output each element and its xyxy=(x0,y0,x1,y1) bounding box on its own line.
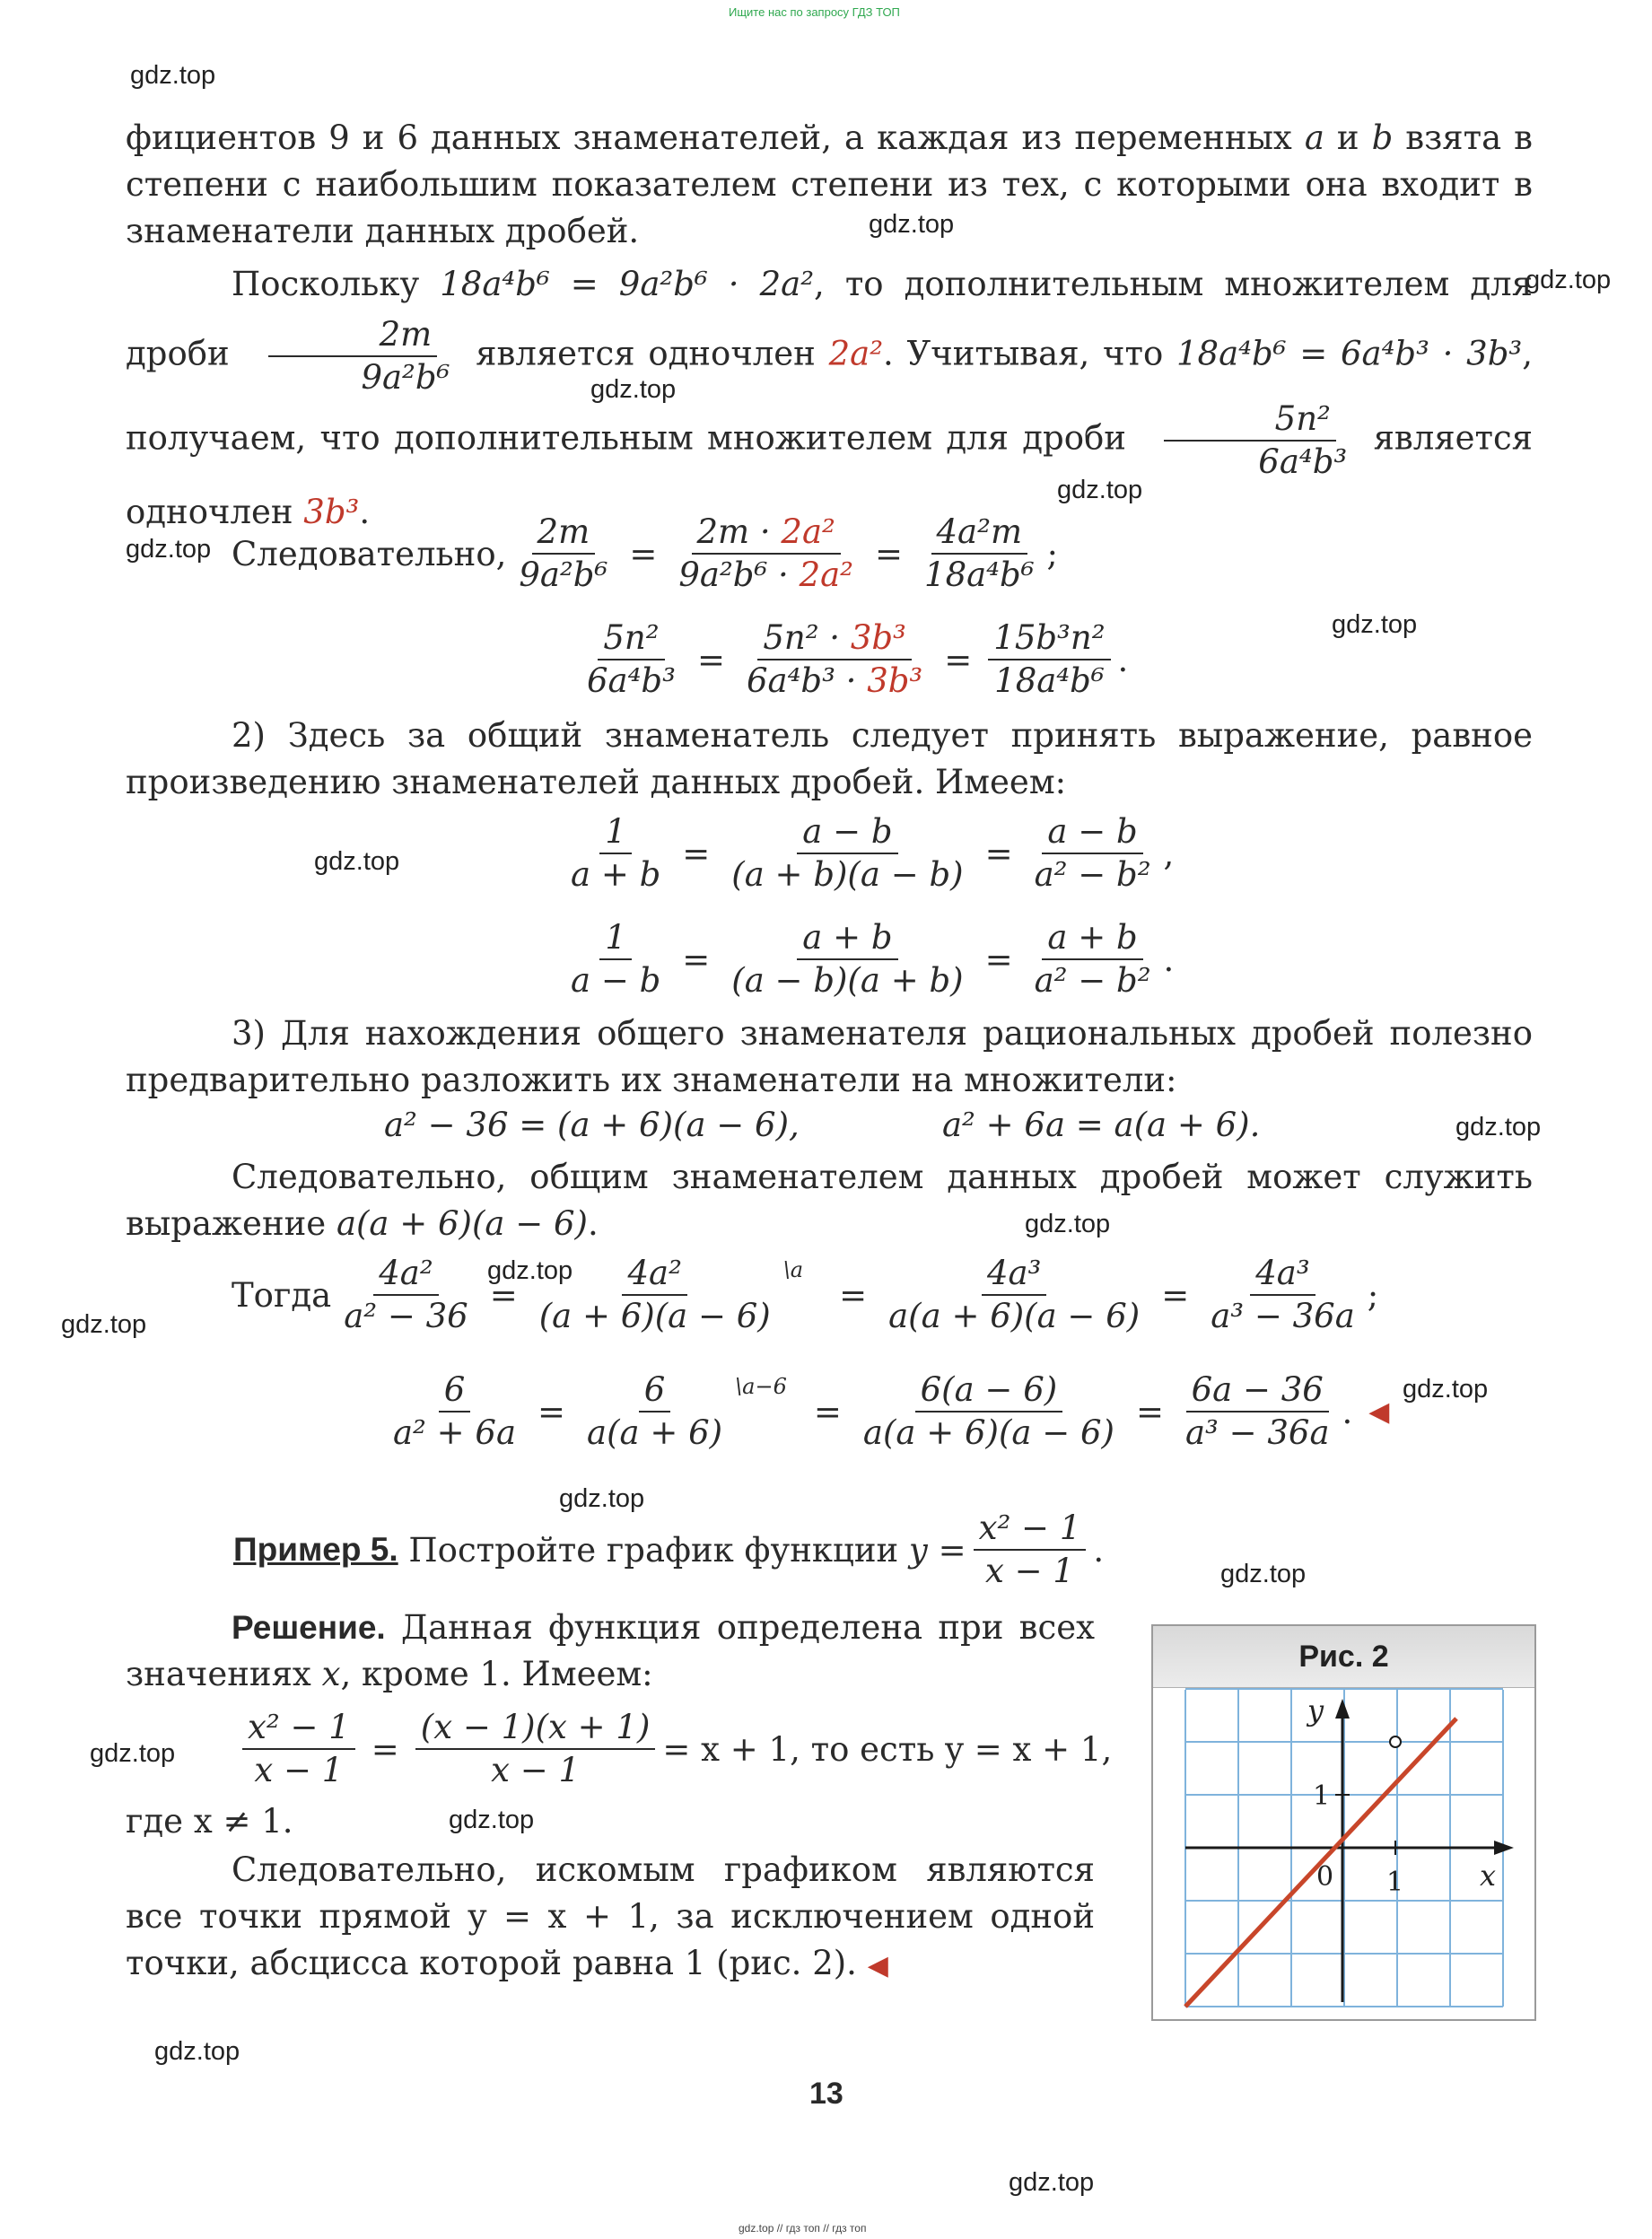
function-y: y = xyxy=(908,1530,966,1570)
denominator: 18a⁴b⁶ xyxy=(924,555,1035,594)
var-a: a xyxy=(1304,118,1324,157)
numerator: x² − 1 xyxy=(242,1707,355,1750)
example-label: Пример 5. xyxy=(233,1531,398,1568)
fraction xyxy=(581,617,681,702)
multiplier-highlight: 3b³ xyxy=(303,493,360,531)
numerator: 4a² xyxy=(622,1253,686,1296)
equation-5-right: a² + 6a = a(a + 6). xyxy=(942,1106,1261,1144)
watermark: gdz.top xyxy=(1220,1560,1307,1588)
expression: 18a⁴b⁶ = 9a²b⁶ · 2a² xyxy=(440,265,815,303)
watermark: gdz.top xyxy=(869,210,955,239)
end-of-solution-icon: ◀ xyxy=(867,1950,888,1981)
watermark: gdz.top xyxy=(61,1310,147,1339)
denominator-highlight: 2a² xyxy=(799,555,854,594)
watermark: gdz.top xyxy=(130,61,216,90)
numerator: a + b xyxy=(797,917,897,960)
numerator: 4a³ xyxy=(982,1253,1046,1296)
fraction xyxy=(673,512,859,596)
numerator: 6 xyxy=(639,1369,671,1412)
fraction xyxy=(415,1707,656,1791)
denominator: a(a + 6)(a − 6) xyxy=(862,1413,1114,1452)
text: Данная функция определена при всех значениях xyxy=(126,1608,1095,1693)
numerator: a − b xyxy=(797,811,897,854)
x-axis-label: x xyxy=(1480,1859,1497,1893)
numerator: 15b³n² xyxy=(988,617,1110,660)
watermark: gdz.top xyxy=(1057,476,1143,504)
fraction xyxy=(513,512,613,596)
top-banner: Ищите нас по запросу ГДЗ ТОП xyxy=(729,5,900,19)
denominator: x − 1 xyxy=(254,1751,344,1789)
graph xyxy=(1153,1688,1534,2018)
text: Следовательно, общим знаменателем данных дробей может служить выражение xyxy=(126,1158,1533,1243)
y-axis-arrow-icon xyxy=(1335,1699,1350,1719)
fraction xyxy=(581,1369,728,1454)
fraction xyxy=(883,1253,1145,1337)
paragraph-1 xyxy=(126,115,1533,255)
watermark: gdz.top xyxy=(154,2037,240,2066)
text: , то дополнительным множителем для дроби xyxy=(126,265,1533,373)
numerator: 4a² xyxy=(373,1253,438,1296)
numerator: a − b xyxy=(1042,811,1142,854)
lead-text: Следовательно, xyxy=(232,534,507,573)
end-of-solution-icon: ◀ xyxy=(1368,1395,1390,1428)
denominator-highlight: 3b³ xyxy=(867,661,923,700)
denominator: a − b xyxy=(571,961,661,1000)
figure-2 xyxy=(1151,1624,1536,2021)
watermark: gdz.top xyxy=(1332,610,1418,639)
text: и xyxy=(1324,118,1372,157)
denominator: a² − b² xyxy=(1034,855,1151,894)
fraction xyxy=(1029,917,1157,1001)
text: . Учитывая, что xyxy=(883,334,1176,373)
multiplier-highlight: 2a² xyxy=(828,334,884,373)
footer-links[interactable]: gdz.top // гдз топ // гдз топ xyxy=(739,2222,867,2235)
paragraph-3: 2) Здесь за общий знаменатель следует принять выражение, равное произведению знаменателей данных дробей. Имеем: xyxy=(126,716,1533,801)
denominator: a³ − 36a xyxy=(1211,1297,1355,1335)
solution-label: Решение. xyxy=(232,1609,386,1646)
fraction xyxy=(1147,398,1352,483)
numerator: 6a − 36 xyxy=(1186,1369,1329,1412)
denominator: x − 1 xyxy=(985,1552,1074,1590)
denominator: (a − b)(a + b) xyxy=(731,961,964,1000)
fraction xyxy=(974,1508,1087,1592)
text: является одночлен xyxy=(126,418,1534,531)
numerator-part: 5n² · xyxy=(763,618,851,657)
equation-4: $\frac{1}{a - b}$ = $\frac{a + b}{(a - b)(a + b)}$ = $\frac{a + b}{\text{a² − b²}}$ . xyxy=(558,917,1174,1001)
denominator: (a + b)(a − b) xyxy=(731,855,964,894)
denominator: a² + 6a xyxy=(393,1413,517,1452)
numerator: a + b xyxy=(1042,917,1142,960)
paragraph-5 xyxy=(126,1154,1533,1247)
numerator-part: 2m · xyxy=(696,512,782,551)
paragraph-6 xyxy=(126,1847,1095,1990)
example-5 xyxy=(233,1508,1104,1592)
numerator-highlight: 3b³ xyxy=(850,618,906,657)
fraction xyxy=(741,617,928,702)
denominator-part: 6a⁴b³ · xyxy=(746,661,868,700)
denominator: a² − 36 xyxy=(344,1297,468,1335)
text: фициентов 9 и 6 данных знаменателей, а каждая из переменных xyxy=(126,118,1305,157)
numerator: 2m xyxy=(268,314,438,357)
fraction xyxy=(565,811,666,896)
equation-rest: = x + 1, то есть y = x + 1, xyxy=(662,1729,1113,1769)
expression: 18a⁴b⁶ = 6a⁴b³ · 3b³ xyxy=(1176,334,1523,373)
equation-8: $\frac{\text{x² − 1}}{x - 1}$ = $\frac{(x - 1)(x + 1)}{x - 1}$ = x + 1, то есть y = x + 1, xyxy=(235,1707,1112,1791)
fraction xyxy=(858,1369,1120,1454)
expression: a(a + 6)(a − 6) xyxy=(336,1204,588,1243)
text: . xyxy=(359,493,371,531)
origin-label: 0 xyxy=(1316,1861,1334,1893)
equation-6: Тогда $\frac{\text{4a²}}{\text{a² − 36}}$ = $\frac{\text{4a²}}{(a + 6)(a - 6)}$ \a = $\frac{\text{4a³}}{a(a + 6)(a - 6)}$ = $\frac{\text{4a³}}{\text{a³ − 36a}}$ ; xyxy=(232,1254,1379,1335)
denominator: (a + 6)(a − 6) xyxy=(538,1297,771,1335)
var-x: x xyxy=(321,1655,341,1693)
punct: ; xyxy=(1046,534,1058,573)
fraction xyxy=(1205,1253,1360,1337)
fraction xyxy=(988,617,1110,702)
denominator: 9a²b⁶ xyxy=(361,358,450,397)
numerator: 4a²m xyxy=(931,512,1028,555)
fraction xyxy=(338,1253,474,1337)
punct: ; xyxy=(1367,1275,1379,1315)
denominator: a³ − 36a xyxy=(1184,1413,1330,1452)
page-number: 13 xyxy=(809,2077,843,2111)
fraction xyxy=(565,917,666,1001)
paragraph-2 xyxy=(126,255,1533,542)
denominator: 9a²b⁶ xyxy=(519,555,608,594)
text: Поскольку xyxy=(232,265,441,303)
equation-2: $\frac{\text{5n²}}{\text{6a⁴b³}}$ = $\frac{\text{5n² · 3b³}}{\text{6a⁴b³ · 3b³}}$ = $\frac{\text{15b³n²}}{\text{18a⁴b⁶}}$ . xyxy=(574,617,1128,702)
watermark: gdz.top xyxy=(90,1739,176,1768)
lead-text: Тогда xyxy=(232,1275,332,1315)
equation-1: Следовательно, $\frac{2m}{\text{9a²b⁶}}$ = $\frac{\text{2m · 2a²}}{\text{9a²b⁶ · 2a²}}$ = $\frac{\text{4a²m}}{\text{18a⁴b⁶}}$ ; xyxy=(232,512,1058,594)
fraction xyxy=(726,811,968,896)
figure-title: Рис. 2 xyxy=(1153,1626,1534,1688)
text: , получаем, что дополнительным множителем для дроби xyxy=(126,334,1533,458)
punct: . xyxy=(1117,640,1129,679)
numerator: 2m xyxy=(532,512,596,555)
fraction xyxy=(726,917,968,1001)
numerator: (x − 1)(x + 1) xyxy=(415,1707,656,1750)
numerator: 4a³ xyxy=(1250,1253,1315,1296)
equation-7: $\frac{6}{\text{a² + 6a}}$ = $\frac{6}{a(a + 6)}$ \a−6 = $\frac{6(a - 6)}{a(a + 6)(a - 6)}$ = $\frac{6a - 36}{\text{a³ − 36a}}$ . ◀ xyxy=(380,1369,1389,1454)
numerator: 1 xyxy=(599,917,632,960)
text: Следовательно, искомым графиком являются все точки прямой y = x + 1, за исключением одной точки, абсцисса которой равна 1 (рис. 2). xyxy=(126,1850,1095,1982)
watermark: gdz.top xyxy=(126,535,212,564)
text: . xyxy=(588,1204,599,1243)
denominator: 6a⁴b³ xyxy=(1258,442,1348,481)
y-tick-label: 1 xyxy=(1313,1780,1331,1812)
punct: . xyxy=(1342,1392,1353,1431)
text: взята в степени с наибольшим показателем степени из тех, с которыми она входит в знаменатели данных дробей. xyxy=(126,118,1534,250)
watermark: gdz.top xyxy=(1009,2168,1095,2197)
fraction xyxy=(534,1253,776,1337)
punct: . xyxy=(1163,940,1175,979)
denominator: a² − b² xyxy=(1034,961,1151,1000)
watermark: gdz.top xyxy=(559,1484,645,1513)
fraction xyxy=(919,512,1040,596)
numerator: 6(a − 6) xyxy=(915,1369,1063,1412)
fraction xyxy=(242,1707,355,1791)
fraction xyxy=(1029,811,1157,896)
denominator: a + b xyxy=(571,855,661,894)
punct: , xyxy=(1163,834,1175,873)
y-axis-label: y xyxy=(1307,1693,1324,1727)
watermark: gdz.top xyxy=(487,1256,573,1285)
denominator: x − 1 xyxy=(491,1751,581,1789)
var-b: b xyxy=(1371,118,1394,157)
numerator: 6 xyxy=(439,1369,471,1412)
watermark: gdz.top xyxy=(1403,1375,1489,1404)
example-text: Постройте график функции xyxy=(398,1530,909,1570)
punct: . xyxy=(1093,1530,1105,1570)
multiplier-mark: \a xyxy=(782,1257,804,1282)
denominator: 18a⁴b⁶ xyxy=(994,661,1105,700)
text: , кроме 1. Имеем: xyxy=(340,1655,653,1693)
watermark: gdz.top xyxy=(1525,266,1612,294)
denominator: a(a + 6) xyxy=(587,1413,723,1452)
fraction xyxy=(249,314,455,398)
watermark: gdz.top xyxy=(1455,1113,1542,1141)
numerator: x² − 1 xyxy=(974,1508,1087,1551)
watermark: gdz.top xyxy=(314,847,400,876)
denominator: 6a⁴b³ xyxy=(587,661,676,700)
watermark: gdz.top xyxy=(449,1806,535,1834)
text: является одночлен xyxy=(476,334,829,373)
numerator-highlight: 2a² xyxy=(781,512,835,551)
watermark: gdz.top xyxy=(1025,1210,1111,1238)
denominator-part: 9a²b⁶ · xyxy=(678,555,800,594)
denominator: a(a + 6)(a − 6) xyxy=(888,1297,1141,1335)
multiplier-mark: \a−6 xyxy=(735,1374,787,1399)
excluded-point xyxy=(1390,1736,1401,1747)
watermark: gdz.top xyxy=(590,375,677,404)
fraction xyxy=(1180,1369,1335,1454)
numerator: 1 xyxy=(599,811,632,854)
paragraph-4: 3) Для нахождения общего знаменателя рациональных дробей полезно предварительно разложить их знаменатели на множители: xyxy=(126,1014,1533,1099)
x-tick-label: 1 xyxy=(1386,1867,1404,1898)
solution-paragraph xyxy=(126,1605,1095,1698)
fraction xyxy=(388,1369,521,1454)
equation-3: $\frac{1}{a + b}$ = $\frac{a - b}{(a + b)(a - b)}$ = $\frac{a - b}{\text{a² − b²}}$ , xyxy=(558,811,1174,896)
equation-5-left: a² − 36 = (a + 6)(a − 6), xyxy=(384,1106,800,1144)
numerator: 5n² xyxy=(1164,398,1336,442)
where-clause: где x ≠ 1. xyxy=(126,1802,293,1841)
numerator: 5n² xyxy=(598,617,664,660)
